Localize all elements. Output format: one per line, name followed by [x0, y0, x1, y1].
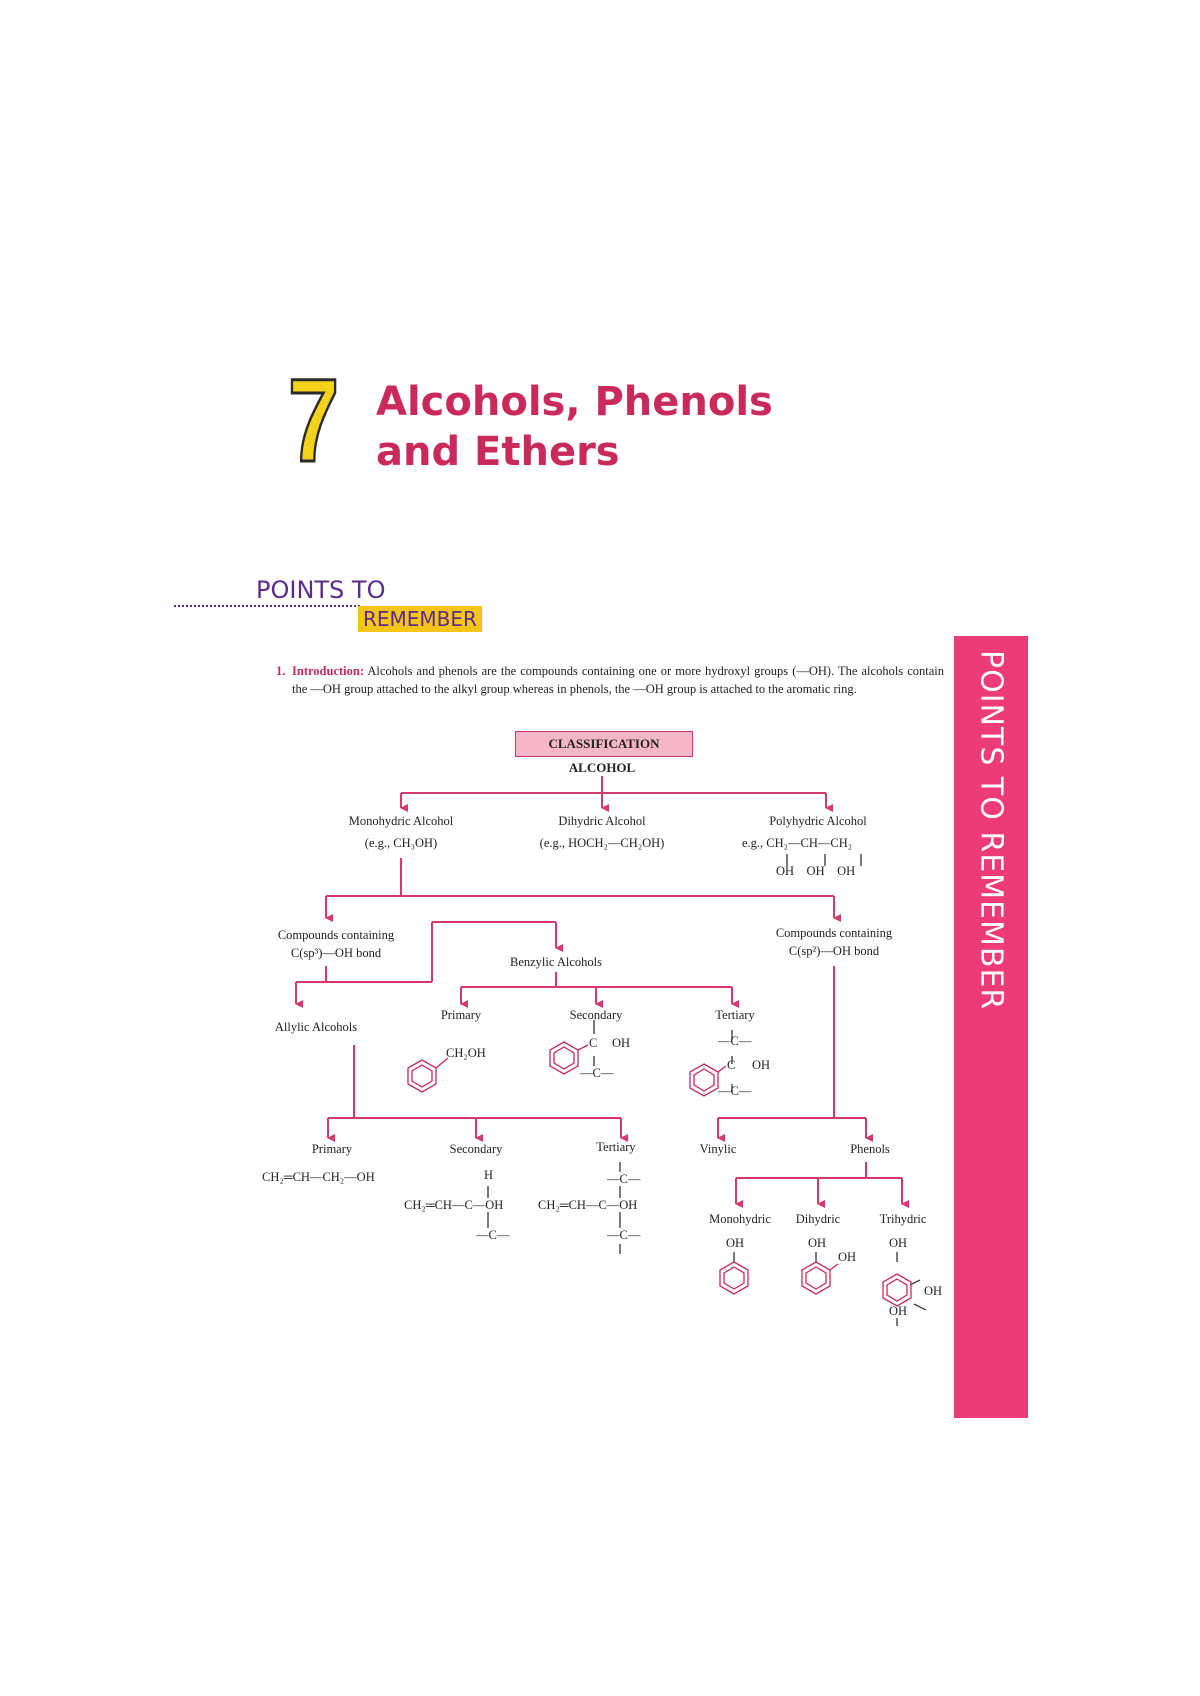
allyl-secondary-label: Secondary [449, 1142, 503, 1156]
chapter-number: 7 [288, 355, 340, 487]
allylic-label: Allylic Alcohols [274, 1020, 358, 1034]
chapter-title-line-1: Alcohols, Phenols [376, 379, 773, 425]
csp3-line-1: Compounds containing [277, 928, 395, 942]
phenol-tri-oh-1: OH [888, 1236, 908, 1250]
allyl-tertiary-formula: CH₂═CH—C—OH [538, 1198, 638, 1212]
dihydric-label: Dihydric Alcohol [558, 814, 646, 828]
allyl-tertiary-c-bottom: —C— [607, 1228, 641, 1242]
chapter-title-line-2: and Ethers [376, 429, 620, 475]
phenol-tri-oh-3: OH [888, 1304, 908, 1318]
side-band-text: POINTS TO REMEMBER [973, 650, 1009, 1011]
polyhydric-example: e.g., CH₂—CH—CH₂ [742, 836, 853, 850]
phenol-tri-label: Trihydric [879, 1212, 927, 1226]
phenol-mono-oh: OH [725, 1236, 745, 1250]
allyl-primary-label: Primary [311, 1142, 353, 1156]
section-heading-line-1: POINTS TO [256, 576, 386, 604]
benzyl-primary-group: CH₂OH [446, 1046, 486, 1060]
phenol-di-label: Dihydric [795, 1212, 841, 1226]
polyhydric-label: Polyhydric Alcohol [769, 814, 867, 828]
phenol-mono-label: Monohydric [709, 1212, 771, 1226]
benzyl-secondary-c: C [589, 1036, 598, 1050]
csp2-line-2: C(sp²)—OH bond [788, 944, 880, 958]
benzyl-secondary-label: Secondary [569, 1008, 623, 1022]
benzyl-primary-label: Primary [440, 1008, 482, 1022]
alcohol-root-label: ALCOHOL [568, 760, 636, 775]
allyl-primary-formula: CH₂═CH—CH₂—OH [262, 1170, 375, 1184]
classification-box: CLASSIFICATION [515, 731, 693, 757]
benzyl-tertiary-c-top: —C— [718, 1034, 752, 1048]
phenol-tri-ring [883, 1274, 911, 1306]
benzyl-secondary-oh: OH [612, 1036, 631, 1050]
phenols-label: Phenols [850, 1142, 890, 1156]
benzyl-secondary-c-bottom: —C— [580, 1066, 614, 1080]
structure-bonds [488, 854, 926, 1326]
benzyl-tertiary-c: C [727, 1058, 736, 1072]
csp2-line-1: Compounds containing [775, 926, 893, 940]
intro-lead: Introduction: [292, 664, 365, 678]
phenol-di-oh-1: OH [807, 1236, 827, 1250]
intro-text: Alcohols and phenols are the compounds containing one or more hydroxyl groups (—OH). The alcohols contain the —OH group attached to the alkyl group whereas in phenols, the —OH group is attached to the aromatic ring. [292, 664, 944, 696]
allyl-tertiary-c-top: —C— [607, 1172, 641, 1186]
phenol-mono-ring [720, 1262, 748, 1294]
allyl-secondary-c-bottom: —C— [476, 1228, 510, 1242]
intro-number: 1. [276, 664, 286, 678]
vinylic-label: Vinylic [699, 1142, 737, 1156]
benzyl-primary-ring [408, 1058, 448, 1092]
allyl-secondary-formula: CH₂═CH—C—OH [404, 1198, 504, 1212]
benzylic-label: Benzylic Alcohols [510, 955, 602, 969]
polyhydric-oh-row: OH OH OH [776, 864, 856, 878]
benzyl-tertiary-label: Tertiary [715, 1008, 755, 1022]
phenol-di-ring [802, 1262, 838, 1294]
phenol-tri-oh-2: OH [924, 1284, 943, 1298]
dihydric-example: (e.g., HOCH₂—CH₂OH) [539, 836, 665, 850]
section-heading-line-2: REMEMBER [358, 606, 482, 632]
monohydric-label: Monohydric Alcohol [348, 814, 454, 828]
phenol-di-oh-2: OH [838, 1250, 857, 1264]
benzyl-tertiary-oh: OH [752, 1058, 771, 1072]
allyl-tertiary-label: Tertiary [596, 1140, 636, 1154]
allyl-secondary-h: H [484, 1168, 494, 1182]
csp3-line-2: C(sp³)—OH bond [290, 946, 382, 960]
monohydric-example: (e.g., CH₃OH) [364, 836, 438, 850]
benzyl-tertiary-c-bottom: —C— [718, 1084, 752, 1098]
